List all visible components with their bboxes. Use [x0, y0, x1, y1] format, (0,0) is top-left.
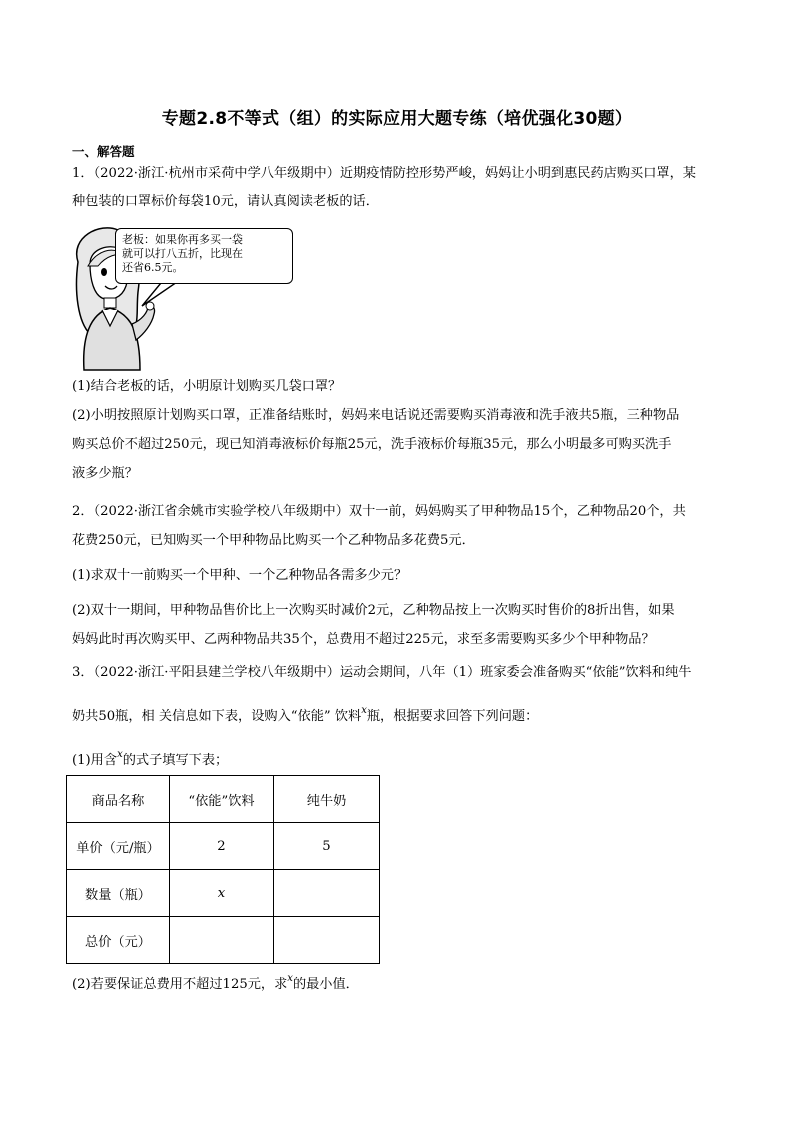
table-cell: 5	[274, 823, 380, 870]
table-row	[67, 823, 380, 870]
q2-line1: 2．（2022·浙江省余姚市实验学校八年级期中）双十一前，妈妈购买了甲种物品15个，乙种物品20个，共	[72, 504, 686, 519]
bubble-line: 还省6.5元。	[122, 261, 184, 274]
q2-part2-line2: 妈妈此时再次购买甲、乙两种物品共35个，总费用不超过225元，求至多需要购买多少个甲种物品？	[72, 632, 655, 647]
q2-part2-line1: (2)双十一期间，甲种物品售价比上一次购买时减价2元，乙种物品按上一次购买时售价的8折出售，如果	[72, 603, 675, 618]
variable-x: x	[361, 705, 367, 716]
section-heading: 一、解答题	[72, 144, 135, 159]
q1-part1: (1)结合老板的话，小明原计划购买几袋口罩？	[72, 379, 342, 394]
q3-table	[66, 775, 380, 964]
q1-line2: 种包装的口罩标价每袋10元，请认真阅读老板的话．	[72, 194, 379, 209]
table-header-cell: “依能”饮料	[170, 776, 274, 823]
table-cell: 数量（瓶）	[67, 870, 170, 917]
q3-part2	[72, 973, 359, 995]
table-row	[67, 870, 380, 917]
table-cell	[274, 917, 380, 964]
q1-part2-line2: 购买总价不超过250元，现已知消毒液标价每瓶25元，洗手液标价每瓶35元，那么小明最多可购买洗手	[72, 437, 672, 452]
q1-part2-line3: 液多少瓶？	[72, 466, 138, 481]
q3-part2-start: (2)若要保证总费用不超过125元，求	[72, 977, 288, 992]
q3-line2-start: 奶共50瓶，相 关信息如下表，设购入“依能” 饮料	[72, 709, 362, 724]
bubble-line: 老板：如果你再多买一袋	[122, 233, 243, 246]
q1-part2-line1: (2)小明按照原计划购买口罩，正准备结账时，妈妈来电话说还需要购买消毒液和洗手液共5瓶，三种物品	[72, 408, 680, 423]
q3-line1: 3．（2022·浙江·平阳县建兰学校八年级期中）运动会期间，八年（1）班家委会准备购买“依能”饮料和纯牛	[72, 665, 692, 680]
q3-part2-end: 的最小值．	[292, 977, 359, 992]
q3-part1-start: (1)用含	[72, 753, 118, 768]
table-cell: 总价（元）	[67, 917, 170, 964]
bubble-line: 就可以打八五折，比现在	[122, 247, 243, 260]
page-title: 专题2.8不等式（组）的实际应用大题专练（培优强化30题）	[161, 109, 633, 129]
table-cell: 单价（元/瓶）	[67, 823, 170, 870]
table-header-cell: 纯牛奶	[274, 776, 380, 823]
q1-line1: 1．（2022·浙江·杭州市采荷中学八年级期中）近期疫情防控形势严峻，妈妈让小明到惠民药店购买口罩，某	[72, 166, 696, 181]
q2-part1: (1)求双十一前购买一个甲种、一个乙种物品各需多少元？	[72, 568, 408, 583]
table-cell	[274, 870, 380, 917]
q3-line2-end: 瓶，根据要求回答下列问题：	[366, 709, 539, 724]
table-cell: 2	[170, 823, 274, 870]
q2-line2: 花费250元，已知购买一个甲种物品比购买一个乙种物品多花费5元．	[72, 533, 475, 548]
table-header-cell: 商品名称	[67, 776, 170, 823]
table-row	[67, 917, 380, 964]
variable-x: x	[117, 749, 123, 760]
q3-part1	[72, 749, 229, 771]
table-header-row	[67, 776, 380, 823]
q3-line2	[72, 705, 539, 727]
table-cell: x	[170, 870, 274, 917]
table-cell	[170, 917, 274, 964]
variable-x: x	[287, 973, 293, 984]
q3-part1-end: 的式子填写下表；	[122, 753, 229, 768]
shopkeeper-speech-bubble	[115, 228, 293, 284]
